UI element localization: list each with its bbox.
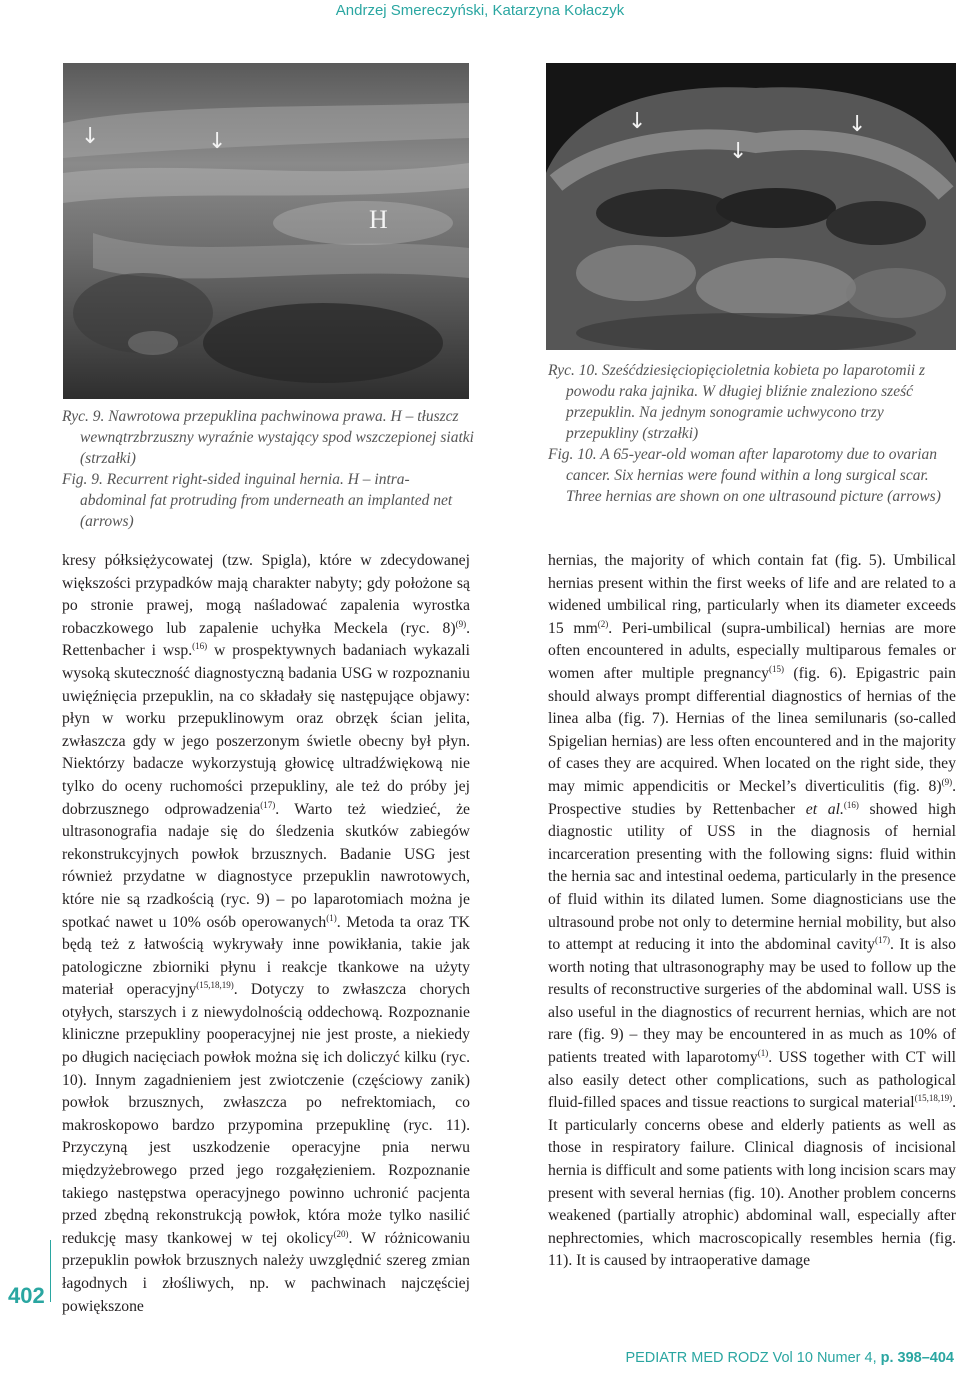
- body-column-english: [548, 550, 956, 1273]
- figure-9-caption-pl: Ryc. 9. Nawrotowa przepuklina pachwinowa prawa. H – tłuszcz wewnątrzbrzuszny wyraźnie wystający spod wszczepionej siatki (strzałki): [62, 408, 474, 467]
- figure-9-caption-en: Fig. 9. Recurrent right-sided inguinal hernia. H – intra-abdominal fat protruding from underneath an implanted net (arrows): [62, 471, 453, 530]
- journal-name: PEDIATR MED RODZ Vol 10 Numer 4,: [625, 1350, 877, 1366]
- journal-footer: [625, 1350, 954, 1366]
- arrow-3-icon: ↓: [848, 112, 867, 137]
- arrow-2-icon: ↓: [208, 129, 227, 154]
- figure-10-ultrasound-image: [546, 63, 956, 350]
- page-number-rule: [50, 1240, 51, 1302]
- journal-pages: p. 398–404: [876, 1350, 954, 1366]
- figure-10-caption: [548, 360, 956, 507]
- paragraph-polish: kresy półksiężycowatej (tzw. Spigla), które w zdecydowanej większości przypadków mają charakter nabyty; gdy położone są po stronie prawej, mogą naśladować zapalenia wyrostka robaczkowego lub zapalenie uchyłka Meckela (ryc. 8)$^{(9)}$. Rettenbacher i wsp.$^{(16)}$ w prospektywnych badaniach wykazali wysoką skuteczność diagnostyczną badania USG w rozpoznaniu uwięźnięcia przepuklin, na co składały się następujące objawy: płyn w worku przepuklinowym oraz obrzęk ścian jelita, zwłaszcza gdy w jego poszerzonym świetle obecny był płyn. Niektórzy badacze wykorzystują głowicę ultradźwiękową nie tylko do oceny ruchomości przepukliny, ale też do próby jej dobrzusznego odprowadzenia$^{(17)}$. Warto też wiedzieć, że ultrasonografia nadaje się do śledzenia skutków zabiegów rekonstrukcyjnych powłok brzusznych. Badanie USG jest również przydatne w diagnostyce przepuklin nawrotowych, które nie są rzadkością (ryc. 9) – po laparotomiach można je spotkać nawet u 10% osób operowanych$^{(1)}$. Metoda ta oraz TK będą też z łatwością wykrywały inne powikłania, takie jak patologiczne zbiorniki płynu i reakcje tkankowe na użyty materiał operacyjny$^{(15,18,19)}$. Dotyczy to zwłaszcza chorych otyłych, starszych i z niewydolnością oddechową. Rozpoznanie kliniczne przepukliny pooperacyjnej nie jest proste, a niekiedy po długich nacięciach powłok można się ich doliczyć kilku (ryc. 10). Innym zagadnieniem jest zwiotczenie (częściowy zanik) powłok brzusznych, zwłaszcza po nefrektomiach, co makroskopowo bardzo przypomina przepuklinę (ryc. 11). Przyczyną jest uszkodzenie operacyjne pnia nerwu międzyżebrowego przed jego rozgałęzieniem. Rozpoznanie takiego następstwa operacyjnego powinno uchronić pacjenta przed zbędną rekonstrukcją powłok, która może tylko nasilić redukcję masy tkankowej w tej okolicy$^{(20)}$. W różnicowaniu przepuklin powłok brzusznych należy uwzględnić szereg zmian łagodnych i złośliwych, np. w pachwinach najczęściej powiększone: [62, 552, 471, 1315]
- arrow-1-icon: ↓: [628, 109, 647, 134]
- running-header: Andrzej Smereczyński, Katarzyna Kołaczyk: [335, 2, 625, 19]
- arrow-1-icon: ↓: [81, 124, 100, 149]
- figure-9-ultrasound-image: [63, 63, 469, 399]
- body-column-polish: [62, 550, 470, 1318]
- paragraph-english: hernias, the majority of which contain fat (fig. 5). Umbilical hernias present within the first weeks of life and are related to a widened umbilical ring, particularly when its diameter exceeds 15 $mm^{(2)}$. Peri-umbilical (supra-umbilical) hernias are more often encountered in adults, especially multiparous females or women after multiple pregnancy$^{(15)}$ (fig. 6). Epigastric pain should always prompt differential diagnostics of hernias of the linea alba (fig. 7). Hernias of the linea semilunaris (so-called Spigelian hernias) are less often encountered and in the majority of cases they are acquired. When located on the right side, they may mimic appendicitis or Meckel’s diverticulitis (fig. 8)$^{(9)}$. Prospective studies by Rettenbacher et al.$^{(16)}$ showed high diagnostic utility of USS in the diagnosis of hernial incarceration presenting with the following signs: fluid within the hernia sac and intestinal oedema, particularly in the presence of fluid within its dilated lumen. Some diagnosticians use the ultrasound probe not only to determine hernial mobility, but also to attempt at reducing it into the abdominal cavity$^{(17)}$. It is also worth noting that ultrasonography may be used to follow up the results of reconstructive surgeries of the abdominal wall. USS is also useful in the diagnostics of recurrent hernias, which are not rare (fig. 9) – they may be encountered in as much as 10% of patients treated with laparotomy$^{(1)}$. USS together with CT will also easily detect other complications, such as pathological fluid-filled spaces and tissue reactions to surgical material$^{(15,18,19)}$. It particularly concerns obese and elderly patients as well as those in respiratory failure. Clinical diagnosis of incisional hernia is difficult and some patients with long incision scars may present with several hernias (fig. 10). Another problem concerns weakened (partially atrophic) abdominal wall, especially after nephrectomies, which macroscopically resembles hernia (fig. 11). It is caused by intraoperative damage: [548, 552, 957, 1270]
- figure-9-caption: [62, 406, 476, 532]
- label-h: H: [369, 205, 388, 234]
- figure-10-caption-pl: Ryc. 10. Sześćdziesięciopięcioletnia kobieta po laparotomii z powodu raka jajnika. W długiej bliźnie znaleziono sześć przepuklin. Na jednym sonogramie uchwycono trzy przepukliny (strzałki): [548, 362, 926, 442]
- page-number: 402: [8, 1283, 45, 1308]
- arrow-2-icon: ↓: [729, 139, 748, 164]
- figure-10-caption-en: Fig. 10. A 65-year-old woman after laparotomy due to ovarian cancer. Six hernias were found within a long surgical scar. Three hernias are shown on one ultrasound picture (arrows): [548, 446, 941, 505]
